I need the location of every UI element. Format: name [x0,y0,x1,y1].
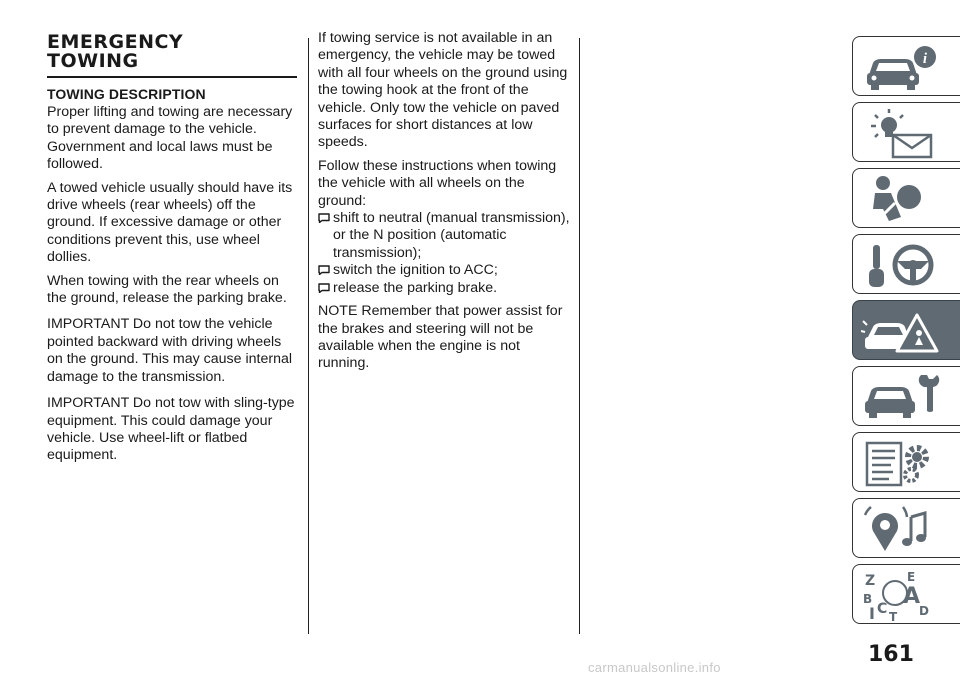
bullet-icon [318,265,330,275]
left-column [47,30,297,471]
note-paragraph: NOTE Remember that power assist for the brakes and steering will not be available when the engine is not running. [318,303,563,372]
section-title-line1: EMERGENCY [47,31,184,53]
paragraph: Follow these instructions when towing the vehicle with all wheels on the ground: [318,157,557,209]
bullet-icon [318,213,330,223]
column-divider [579,38,580,634]
list-item-text: release the parking brake. [333,279,498,296]
car-breakdown-warning-icon [861,305,941,357]
alphabetical-index-icon [861,569,941,621]
sidebar-tab-maintenance[interactable] [852,366,960,426]
svg-text:A: A [903,584,921,609]
section-title [47,33,297,71]
important-paragraph: IMPORTANT Do not tow with sling-type equipment. This could damage your vehicle. Use wheel-lift or flatbed equipment. [47,395,295,464]
music-navigation-icon [861,503,941,555]
warning-light-message-icon [861,107,941,159]
svg-text:E: E [907,570,916,584]
seat-airbag-icon [861,173,941,225]
watermark: carmanualsonline.info [588,660,721,675]
svg-text:i: i [922,51,928,67]
list-item [318,262,570,279]
sidebar-tab-starting-driving[interactable] [852,234,960,294]
title-underline [47,76,297,78]
car-info-icon [861,41,941,93]
sidebar-tab-dashboard[interactable] [852,36,960,96]
sidebar-tab-index[interactable] [852,564,960,624]
svg-text:D: D [919,604,929,618]
list-item-text: switch the ignition to ACC; [333,262,498,279]
sidebar-tab-safety[interactable] [852,168,960,228]
right-column [318,30,570,379]
svg-text:B: B [863,592,873,606]
svg-text:C: C [877,601,888,617]
svg-text:I: I [869,604,875,621]
svg-text:Z: Z [865,573,876,589]
sidebar-tab-warnings[interactable] [852,102,960,162]
spec-list-gear-icon [861,437,941,489]
svg-text:T: T [889,610,898,621]
sidebar-tab-emergency[interactable] [852,300,960,360]
column-divider [308,38,309,634]
paragraph: If towing service is not available in an emergency, the vehicle may be towed with all four wheels on the ground using the towing hook at the front of the vehicle. Only tow the vehicle on paved surfaces for short distances at low speeds. [318,30,568,151]
list-item [318,210,570,262]
list-item [318,280,570,297]
sidebar-tab-technical-data[interactable] [852,432,960,492]
car-wrench-icon [861,371,941,423]
key-steering-wheel-icon [861,239,941,291]
paragraph: When towing with the rear wheels on the ground, release the parking brake. [47,272,287,307]
subheading: TOWING DESCRIPTION [47,86,206,102]
important-paragraph: IMPORTANT Do not tow the vehicle pointed backward with driving wheels on the ground. This may cause internal damage to the transmission. [47,316,293,385]
page-number: 161 [868,642,914,667]
paragraph: Proper lifting and towing are necessary to prevent damage to the vehicle. Government and local laws must be followed. [47,104,293,173]
section-title-line2: TOWING [47,50,139,72]
list-item-text: shift to neutral (manual transmission), or the N position (automatic transmission); [333,210,570,261]
bullet-icon [318,283,330,293]
paragraph: A towed vehicle usually should have its drive wheels (rear wheels) off the ground. If excessive damage or other conditions prevent this, use wheel dollies. [47,179,293,266]
sidebar-tab-multimedia[interactable] [852,498,960,558]
